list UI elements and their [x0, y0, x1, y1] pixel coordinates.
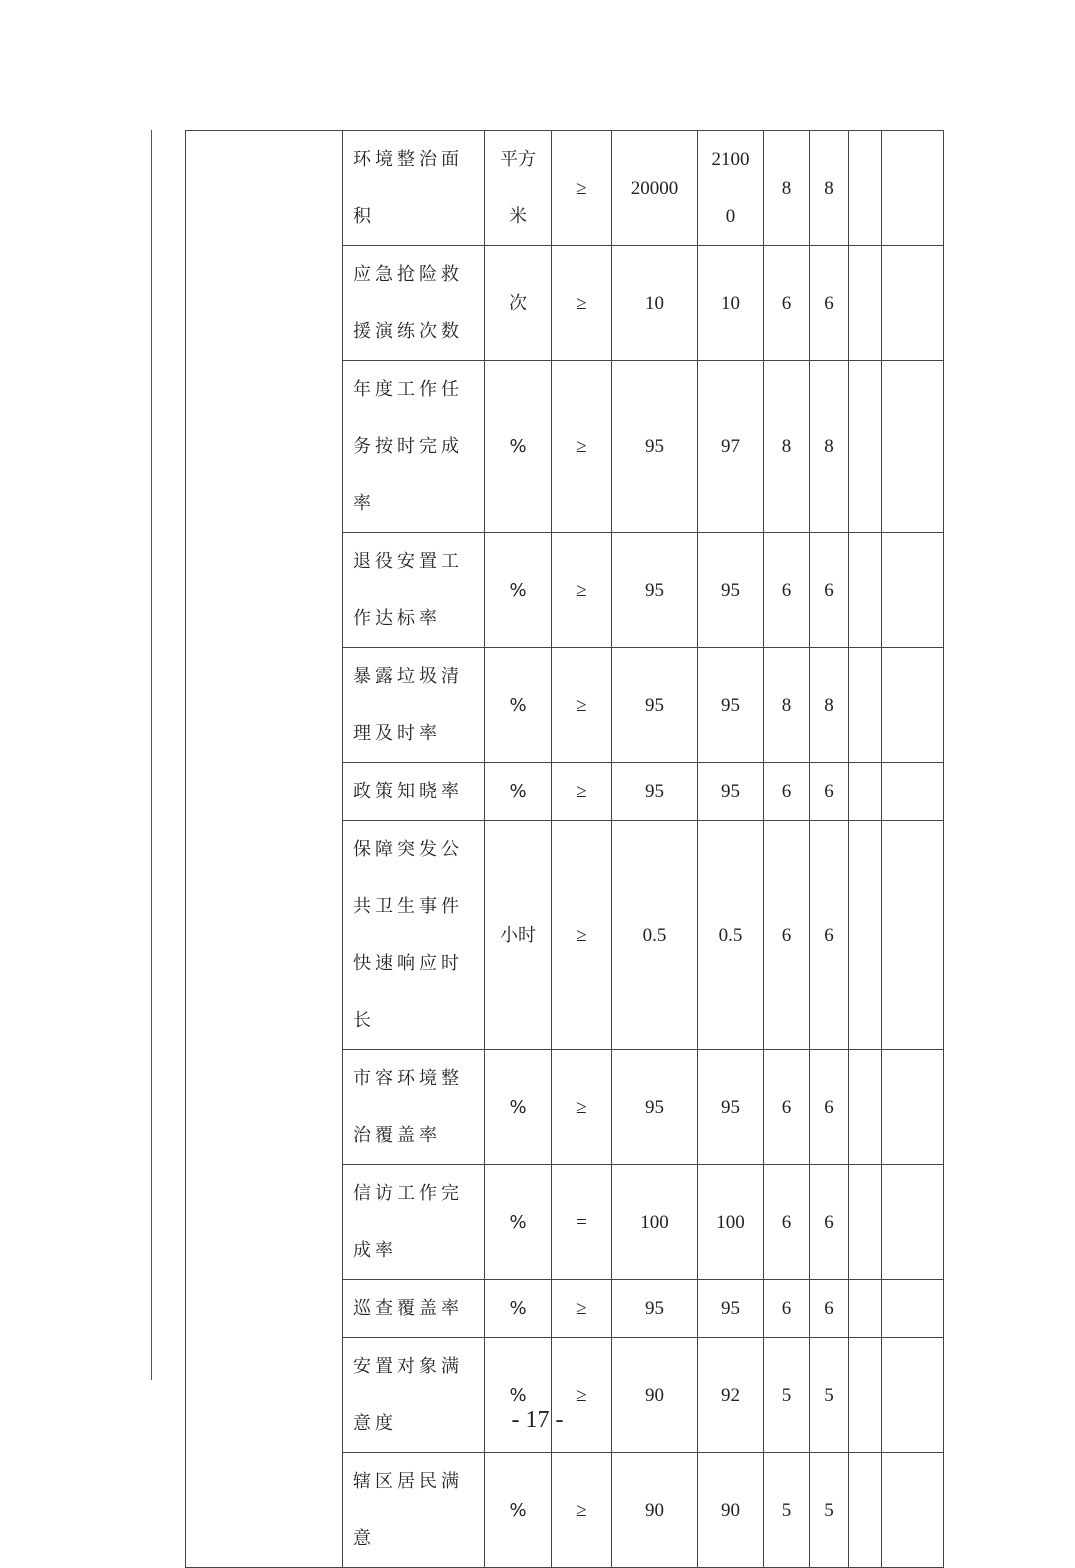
actual-value-cell: 90	[698, 1453, 764, 1568]
indicator-name-cell: 环境整治面积	[343, 131, 485, 246]
score-cell: 6	[810, 763, 849, 821]
deviation-cell	[849, 821, 882, 1050]
operator-cell: ≥	[552, 1280, 612, 1338]
score-cell: 6	[810, 1050, 849, 1165]
unit-cell: 平方米	[485, 131, 552, 246]
actual-value-cell: 95	[698, 763, 764, 821]
indicator-name-cell: 安置对象满意度	[343, 1338, 485, 1453]
unit-cell: 小时	[485, 821, 552, 1050]
operator-cell: ≥	[552, 361, 612, 533]
remark-cell	[882, 361, 944, 533]
weight-cell: 8	[764, 648, 810, 763]
remark-cell	[882, 533, 944, 648]
unit-cell: %	[485, 1280, 552, 1338]
target-value-cell: 90	[612, 1338, 698, 1453]
actual-value-cell: 97	[698, 361, 764, 533]
actual-value-cell: 95	[698, 533, 764, 648]
remark-cell	[882, 131, 944, 246]
deviation-cell	[849, 763, 882, 821]
remark-cell	[882, 1280, 944, 1338]
table-body	[186, 131, 944, 1568]
deviation-cell	[849, 648, 882, 763]
actual-value-cell: 92	[698, 1338, 764, 1453]
deviation-cell	[849, 1050, 882, 1165]
weight-cell: 6	[764, 1280, 810, 1338]
unit-cell: %	[485, 1050, 552, 1165]
deviation-cell	[849, 1453, 882, 1568]
deviation-cell	[849, 1338, 882, 1453]
performance-indicator-table	[185, 130, 944, 1568]
target-value-cell: 95	[612, 533, 698, 648]
operator-cell: ≥	[552, 533, 612, 648]
unit-cell: %	[485, 361, 552, 533]
unit-cell: %	[485, 648, 552, 763]
score-cell: 5	[810, 1338, 849, 1453]
weight-cell: 6	[764, 1050, 810, 1165]
operator-cell: ≥	[552, 131, 612, 246]
indicator-name-cell: 暴露垃圾清理及时率	[343, 648, 485, 763]
remark-cell	[882, 246, 944, 361]
deviation-cell	[849, 131, 882, 246]
indicator-name-cell: 市容环境整治覆盖率	[343, 1050, 485, 1165]
weight-cell: 8	[764, 361, 810, 533]
target-value-cell: 20000	[612, 131, 698, 246]
remark-cell	[882, 821, 944, 1050]
target-value-cell: 95	[612, 1280, 698, 1338]
unit-cell: %	[485, 1165, 552, 1280]
unit-cell: %	[485, 763, 552, 821]
target-value-cell: 95	[612, 648, 698, 763]
score-cell: 8	[810, 648, 849, 763]
operator-cell: ≥	[552, 763, 612, 821]
remark-cell	[882, 1165, 944, 1280]
unit-cell: %	[485, 533, 552, 648]
actual-value-cell: 95	[698, 1280, 764, 1338]
indicator-name-cell: 保障突发公共卫生事件快速响应时长	[343, 821, 485, 1050]
operator-cell: ≥	[552, 648, 612, 763]
target-value-cell: 90	[612, 1453, 698, 1568]
page-number: - 17 -	[511, 1407, 564, 1433]
actual-value-cell: 21000	[698, 131, 764, 246]
target-value-cell: 0.5	[612, 821, 698, 1050]
operator-cell: =	[552, 1165, 612, 1280]
indicator-name-cell: 巡查覆盖率	[343, 1280, 485, 1338]
actual-value-cell: 10	[698, 246, 764, 361]
indicator-name-cell: 信访工作完成率	[343, 1165, 485, 1280]
actual-value-cell: 0.5	[698, 821, 764, 1050]
indicator-name-cell: 应急抢险救援演练次数	[343, 246, 485, 361]
target-value-cell: 10	[612, 246, 698, 361]
indicator-name-cell: 政策知晓率	[343, 763, 485, 821]
target-value-cell: 95	[612, 1050, 698, 1165]
remark-cell	[882, 1453, 944, 1568]
weight-cell: 8	[764, 131, 810, 246]
score-cell: 8	[810, 131, 849, 246]
score-cell: 5	[810, 1453, 849, 1568]
deviation-cell	[849, 1165, 882, 1280]
deviation-cell	[849, 1280, 882, 1338]
weight-cell: 6	[764, 763, 810, 821]
actual-value-cell: 100	[698, 1165, 764, 1280]
unit-cell: %	[485, 1453, 552, 1568]
score-cell: 6	[810, 821, 849, 1050]
weight-cell: 5	[764, 1453, 810, 1568]
operator-cell: ≥	[552, 1050, 612, 1165]
weight-cell: 5	[764, 1338, 810, 1453]
operator-cell: ≥	[552, 1338, 612, 1453]
unit-cell: 次	[485, 246, 552, 361]
remark-cell	[882, 1050, 944, 1165]
indicator-name-cell: 年度工作任务按时完成率	[343, 361, 485, 533]
weight-cell: 6	[764, 533, 810, 648]
deviation-cell	[849, 361, 882, 533]
indicator-name-cell: 辖区居民满意	[343, 1453, 485, 1568]
score-cell: 6	[810, 1280, 849, 1338]
score-cell: 6	[810, 533, 849, 648]
score-cell: 6	[810, 1165, 849, 1280]
category-cell	[186, 131, 343, 1568]
weight-cell: 6	[764, 1165, 810, 1280]
remark-cell	[882, 648, 944, 763]
actual-value-cell: 95	[698, 1050, 764, 1165]
score-cell: 6	[810, 246, 849, 361]
score-cell: 8	[810, 361, 849, 533]
weight-cell: 6	[764, 246, 810, 361]
actual-value-cell: 95	[698, 648, 764, 763]
deviation-cell	[849, 246, 882, 361]
target-value-cell: 95	[612, 763, 698, 821]
table-row	[186, 131, 944, 246]
operator-cell: ≥	[552, 821, 612, 1050]
weight-cell: 6	[764, 821, 810, 1050]
indicator-name-cell: 退役安置工作达标率	[343, 533, 485, 648]
left-margin-line	[151, 130, 152, 1380]
unit-cell: %	[485, 1338, 552, 1453]
remark-cell	[882, 763, 944, 821]
deviation-cell	[849, 533, 882, 648]
operator-cell: ≥	[552, 246, 612, 361]
remark-cell	[882, 1338, 944, 1453]
operator-cell: ≥	[552, 1453, 612, 1568]
target-value-cell: 100	[612, 1165, 698, 1280]
target-value-cell: 95	[612, 361, 698, 533]
